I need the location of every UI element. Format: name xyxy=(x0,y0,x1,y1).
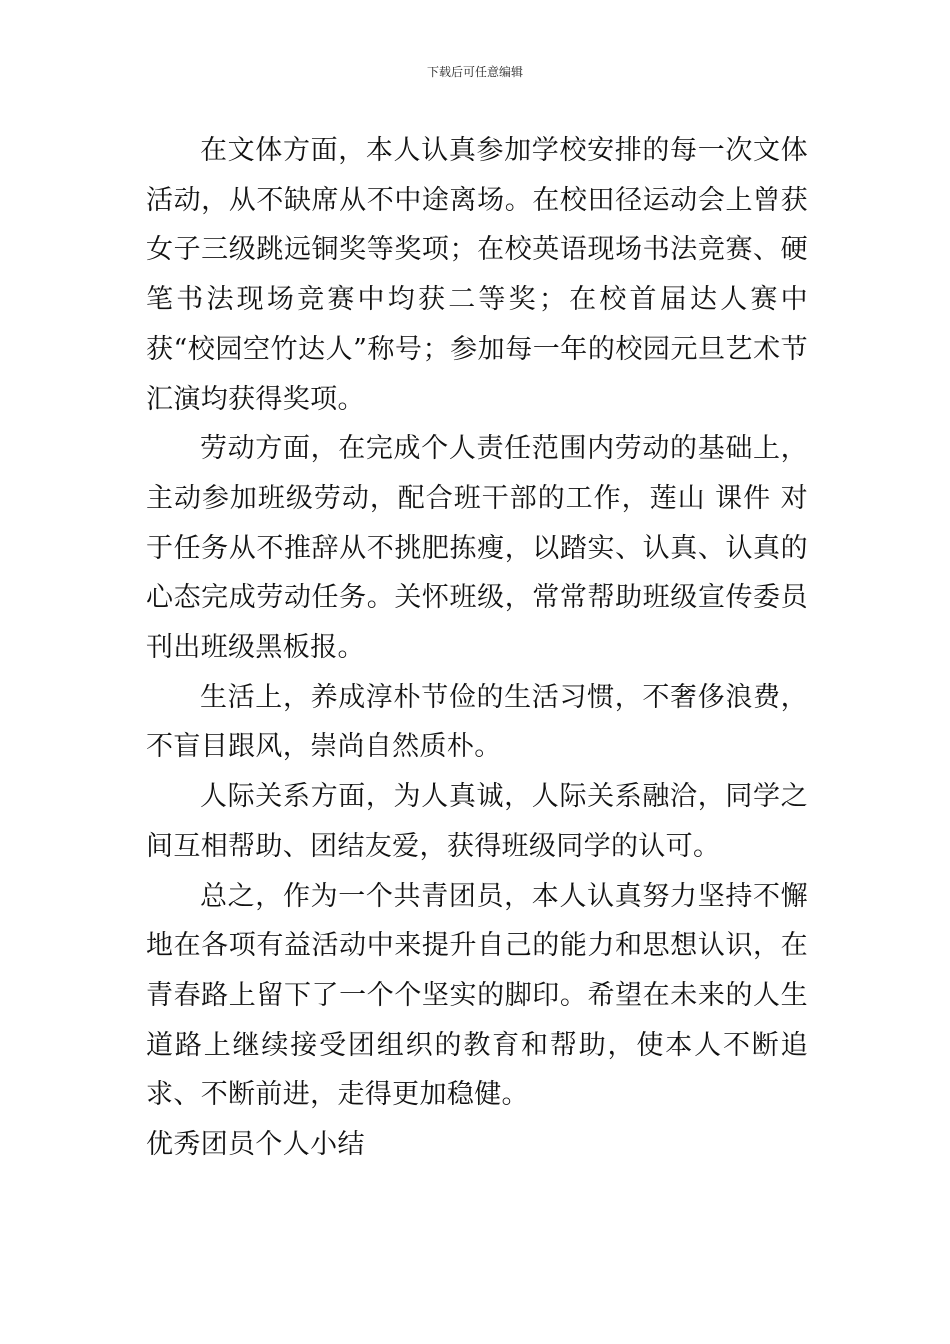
paragraph-relationships: 人际关系方面，为人真诚，人际关系融洽，同学之间互相帮助、团结友爱，获得班级同学的认可。 xyxy=(146,781,808,862)
paragraph-conclusion: 总之，作为一个共青团员，本人认真努力坚持不懈地在各项有益活动中来提升自己的能力和思想认识，在青春路上留下了一个个坚实的脚印。希望在未来的人生道路上继续接受团组织的教育和帮助，使本人不断追求、不断前进，走得更加稳健。 xyxy=(146,880,808,1111)
document-body xyxy=(146,126,808,1170)
page-header-note: 下载后可任意编辑 xyxy=(426,65,523,79)
closing-title: 优秀团员个人小结 xyxy=(146,1129,365,1161)
paragraph-sports-culture: 在文体方面，本人认真参加学校安排的每一次文体活动，从不缺席从不中途离场。在校田径运动会上曾获女子三级跳远铜奖等奖项；在校英语现场书法竞赛、硬笔书法现场竞赛中均获二等奖；在校首届达人赛中获“校园空竹达人”称号；参加每一年的校园元旦艺术节汇演均获得奖项。 xyxy=(146,135,808,415)
paragraph-life: 生活上，养成淳朴节俭的生活习惯，不奢侈浪费，不盲目跟风，崇尚自然质朴。 xyxy=(146,681,808,763)
paragraph-labor: 劳动方面，在完成个人责任范围内劳动的基础上，主动参加班级劳动，配合班干部的工作，莲山 课件 对于任务从不推辞从不挑肥拣瘦，以踏实、认真、认真的心态完成劳动任务。关怀班级，常常帮助班级宣传委员刊出班级黑板报。 xyxy=(146,433,808,664)
